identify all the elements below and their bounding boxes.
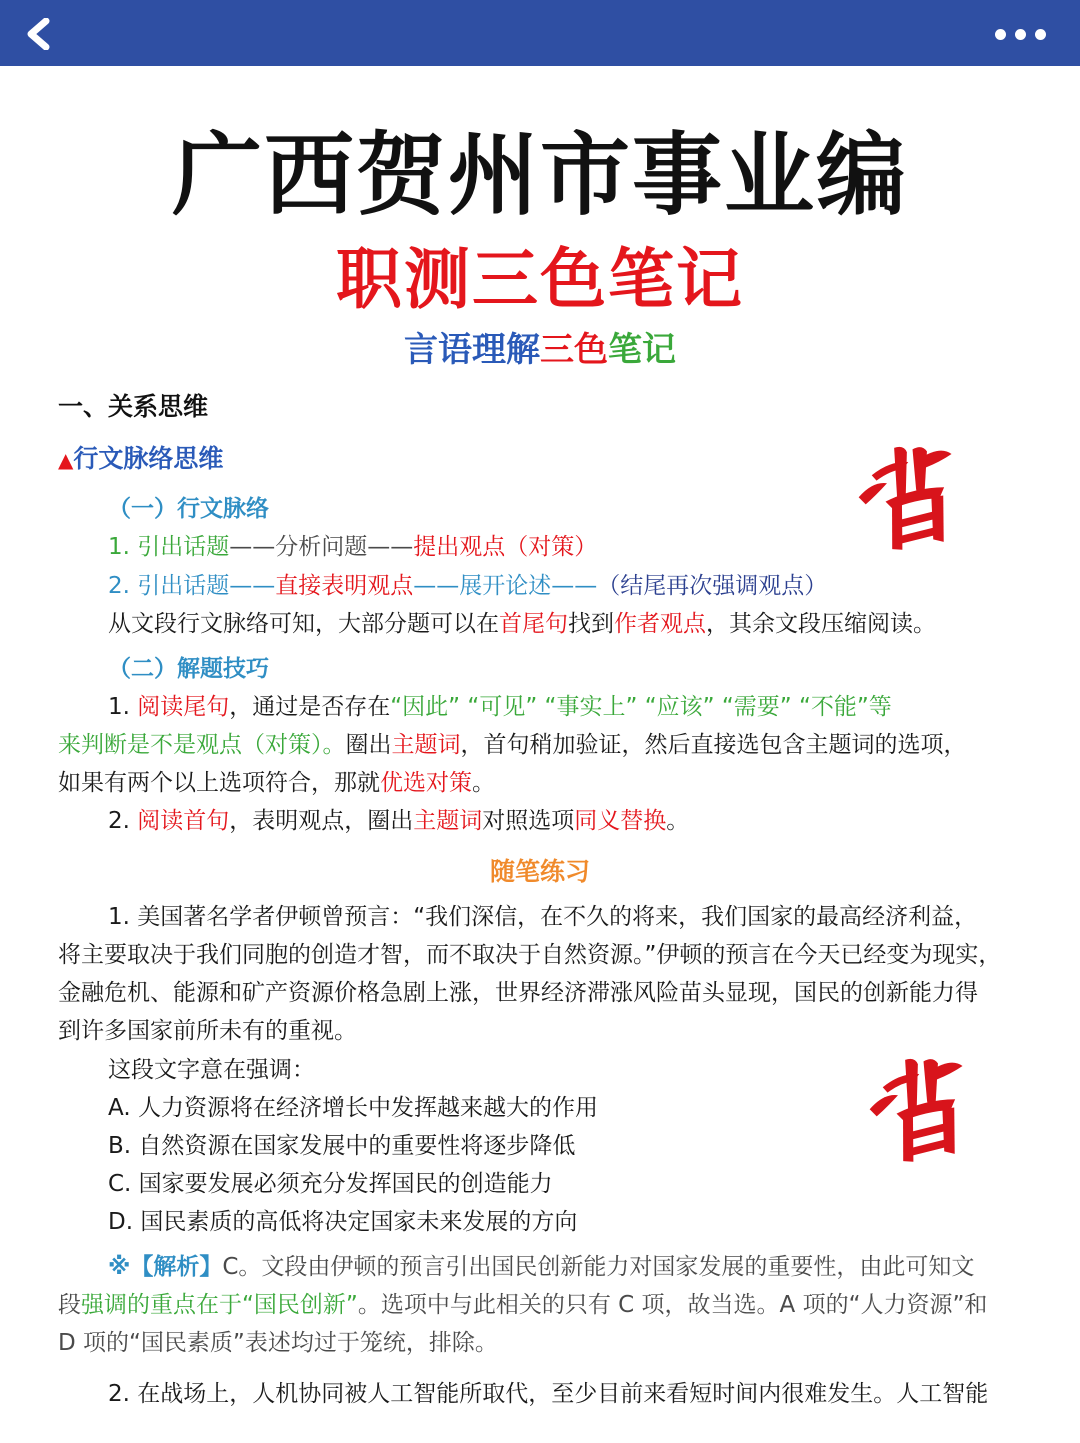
q1-analysis-line-2 <box>58 1286 1020 1324</box>
text-span: 圈出 <box>345 732 392 758</box>
text-span: ——分析问题—— <box>229 534 414 560</box>
text-span: C。文段由伊顿的预言引出国民创新能力对国家发展的重要性，由此可知文 <box>222 1254 975 1280</box>
text-span: 直接表明观点 <box>275 573 414 599</box>
flow-line-3 <box>108 605 1020 643</box>
text-span: 找到 <box>568 611 614 637</box>
q1-analysis-line-3: D 项的“国民素质”表述均过于笼统，排除。 <box>58 1330 498 1356</box>
more-dot <box>1015 29 1026 40</box>
tip1-line-1 <box>108 688 1020 726</box>
text-span: 如果有两个以上选项符合，那就 <box>58 770 380 796</box>
page-subtitle: 职测三色笔记 <box>336 240 744 318</box>
q1-line-1: 1. 美国著名学者伊顿曾预言：“我们深信，在不久的将来，我们国家的最高经济利益， <box>108 904 978 930</box>
practice-heading: 随笔练习 <box>489 857 590 886</box>
text-span: 对照选项 <box>482 808 575 834</box>
tip1-line-3 <box>58 764 1020 802</box>
text-span: 1. 引出话题 <box>108 534 230 560</box>
subheading-flow: （一）行文脉络 <box>108 496 269 522</box>
analysis-tag: ※【解析】 <box>108 1254 223 1280</box>
heading-level2 <box>58 440 1020 479</box>
q1-stem: 这段文字意在强调： <box>108 1057 315 1083</box>
more-dot <box>1035 29 1046 40</box>
triangle-marker-icon: ▲ <box>58 448 74 472</box>
text-span: “因此” “可见” “事实上” “应该” “需要” “不能”等 <box>390 694 892 720</box>
q1-option-b: B. 自然资源在国家发展中的重要性将逐步降低 <box>108 1133 576 1159</box>
q1-option-a: A. 人力资源将在经济增长中发挥越来越大的作用 <box>108 1095 598 1121</box>
q2-line-1: 2. 在战场上，人机协同被人工智能所取代，至少目前来看短时间内很难发生。人工智能 <box>108 1381 989 1407</box>
back-button[interactable] <box>18 14 58 54</box>
text-span: 阅读尾句 <box>137 694 230 720</box>
text-span: 2. 引出话题—— <box>108 573 276 599</box>
text-span: 作者观点 <box>614 611 706 637</box>
text-span: 2. <box>108 808 138 834</box>
text-span: 主题词 <box>413 808 483 834</box>
text-span: ，首句稍加验证，然后直接选包含主题词的选项， <box>460 732 967 758</box>
section-title-part2: 三色 <box>540 330 608 370</box>
text-span: 段 <box>58 1292 81 1318</box>
tip1-line-2 <box>58 726 1020 764</box>
tip2-line <box>108 802 1020 840</box>
text-span: 提出观点（对策） <box>413 534 598 560</box>
text-span: 。 <box>472 770 495 796</box>
text-span: 优选对策 <box>380 770 472 796</box>
text-span: 强调的重点在于“国民创新” <box>81 1292 358 1318</box>
text-span: （结尾再次强调观点） <box>597 573 828 599</box>
chevron-left-icon <box>24 18 52 50</box>
text-span: 首尾句 <box>499 611 568 637</box>
text-span: ，其余文段压缩阅读。 <box>706 611 936 637</box>
text-span: 。选项中与此相关的只有 C 项，故当选。A 项的“人力资源”和 <box>357 1292 988 1318</box>
section-title <box>0 322 1080 371</box>
heading-level2-text: 行文脉络思维 <box>73 444 224 473</box>
flow-line-1 <box>108 528 1020 566</box>
top-nav-bar <box>0 0 1080 66</box>
q1-analysis-line-1 <box>108 1248 1020 1286</box>
flow-line-2 <box>108 567 1020 605</box>
text-span: 来判断是不是观点（对策）。 <box>58 732 346 758</box>
section-title-part3: 笔记 <box>608 330 676 370</box>
section-title-part1: 言语理解 <box>404 330 540 370</box>
q1-option-d: D. 国民素质的高低将决定国家未来发展的方向 <box>108 1209 578 1235</box>
page-title: 广西贺州市事业编 <box>172 122 908 228</box>
text-span: 。 <box>666 808 690 834</box>
text-span: 从文段行文脉络可知，大部分题可以在 <box>108 611 499 637</box>
subheading-tips: （二）解题技巧 <box>108 656 269 682</box>
text-span: 主题词 <box>391 732 461 758</box>
text-span: ，表明观点，圈出 <box>229 808 414 834</box>
heading-level1: 一、关系思维 <box>58 392 209 421</box>
text-span: 1. <box>108 694 138 720</box>
text-span: ，通过是否存在 <box>229 694 391 720</box>
more-options-button[interactable] <box>995 22 1046 46</box>
text-span: 阅读首句 <box>137 808 230 834</box>
q1-line-4: 到许多国家前所未有的重视。 <box>58 1018 357 1044</box>
q1-line-3: 金融危机、能源和矿产资源价格急剧上涨，世界经济滞涨风险苗头显现，国民的创新能力得 <box>58 980 978 1006</box>
text-span: ——展开论述—— <box>413 573 598 599</box>
q1-option-c: C. 国家要发展必须充分发挥国民的创造能力 <box>108 1171 553 1197</box>
more-dot <box>995 29 1006 40</box>
q1-line-2: 将主要取决于我们同胞的创造才智，而不取决于自然资源。”伊顿的预言在今天已经变为现实， <box>58 942 1002 968</box>
text-span: 同义替换 <box>574 808 667 834</box>
